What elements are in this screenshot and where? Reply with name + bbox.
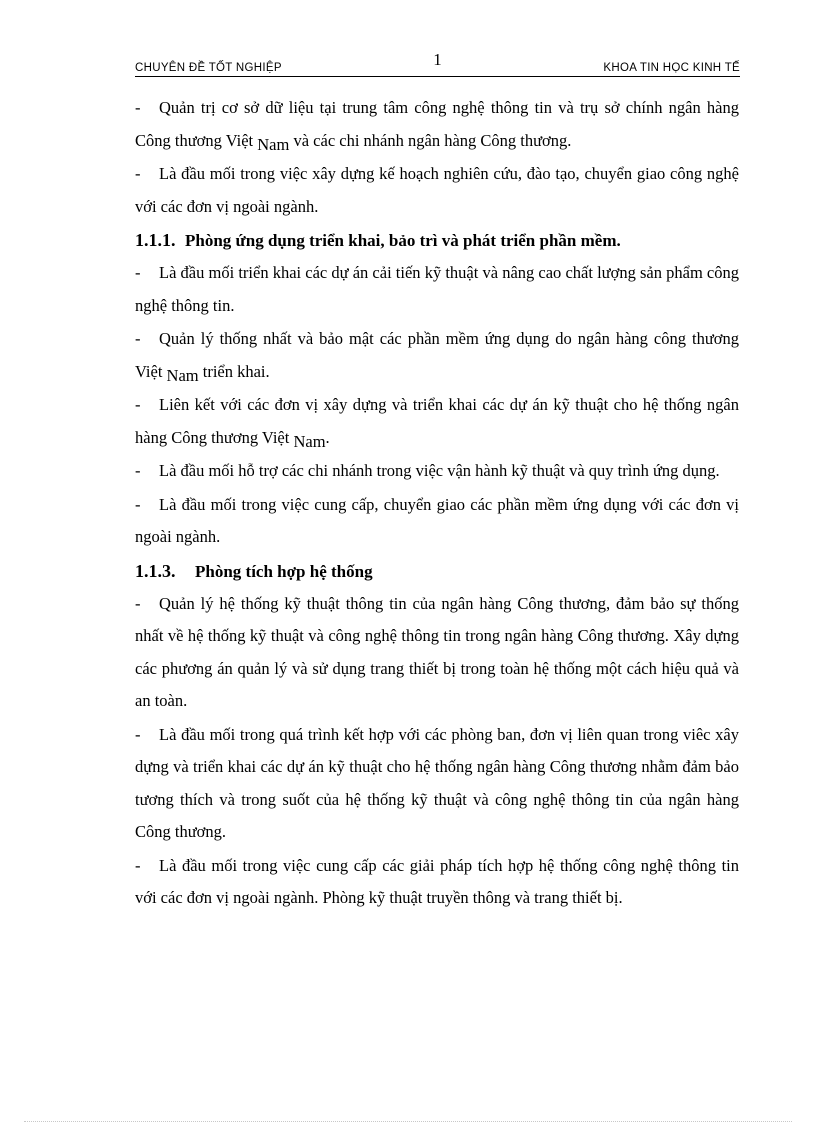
paragraph-6 [135,455,739,488]
paragraph-text: . [325,427,330,447]
paragraph-text: Quản trị cơ sở dữ liệu tại trung tâm công nghệ thông tin và trụ sở chính ngân hàng Công thương Việt [135,98,739,150]
paragraph-text: Là đầu mối hỗ trợ các chi nhánh trong việc vận hành kỹ thuật và quy trình ứng dụng. [159,461,720,480]
paragraph-10 [135,850,739,915]
paragraph-text-nam: Nam [257,134,290,154]
bullet-dash: - [135,98,141,117]
bullet-dash: - [135,164,141,183]
section-title: Phòng tích hợp hệ thống [195,561,373,581]
bullet-dash: - [135,461,141,480]
bullet-dash: - [135,494,141,514]
paragraph-text: và các chi nhánh ngân hàng Công thương. [289,130,572,150]
paragraph-text: triển khai. [198,361,270,381]
paragraph-5 [135,389,739,454]
paragraph-text-nam: Nam [293,431,326,451]
paragraph-text: Là đầu mối trong quá trình kết hợp với các phòng ban, đơn vị liên quan trong viêc xây dựng và triển khai các dự án kỹ thuật cho hệ thống ngân hàng Công thương nhằm đảm bảo tương thích và trong suốt của hệ thống kỹ thuật và công nghệ thông tin của ngân hàng Công thương. [135,724,739,841]
paragraph-text: Là đầu mối trong việc xây dựng kế hoạch nghiên cứu, đào tạo, chuyển giao công nghệ với các đơn vị ngoài ngành. [135,164,739,216]
bullet-dash: - [135,395,141,414]
paragraph-text-nam: Nam [166,365,199,385]
document-body [135,92,739,916]
paragraph-3 [135,257,739,322]
page-bottom-divider [24,1121,792,1122]
paragraph-text: Quản lý thống nhất và bảo mật các phần mềm ứng dụng do ngân hàng công thương Việt [135,329,739,381]
section-number: 1.1.3. [135,560,176,581]
paragraph-text: Liên kết với các đơn vị xây dựng và triển khai các dự án kỹ thuật cho hệ thống ngân hàng Công thương Việt [135,395,739,447]
section-heading-1-1-1 [135,224,739,257]
bullet-dash: - [135,593,141,613]
bullet-dash: - [135,263,141,282]
section-heading-1-1-3 [135,555,739,588]
paragraph-1 [135,92,739,157]
bullet-dash: - [135,329,141,348]
paragraph-2 [135,158,739,223]
paragraph-text: Là đầu mối trong việc cung cấp, chuyển giao các phần mềm ứng dụng với các đơn vị ngoài ngành. [135,494,739,546]
section-title: Phòng ứng dụng triển khai, bảo trì và phát triển phần mềm. [185,231,621,250]
paragraph-9 [135,719,739,849]
page-header [135,48,740,77]
paragraph-7 [135,489,739,554]
section-number: 1.1.1. [135,230,176,250]
header-left-title: CHUYÊN ĐỀ TỐT NGHIỆP [135,62,282,74]
bullet-dash: - [135,724,141,744]
paragraph-8 [135,588,739,718]
header-right-title: KHOA TIN HỌC KINH TẾ [603,62,740,74]
paragraph-text: Là đầu mối trong việc cung cấp các giải pháp tích hợp hệ thống công nghệ thông tin với các đơn vị ngoài ngành. Phòng kỹ thuật truyền thông và trang thiết bị. [135,855,739,907]
paragraph-text: Là đầu mối triển khai các dự án cải tiến kỹ thuật và nâng cao chất lượng sản phẩm công nghệ thông tin. [135,263,739,315]
page-number: 1 [433,50,442,69]
paragraph-text: Quản lý hệ thống kỹ thuật thông tin của ngân hàng Công thương, đảm bảo sự thống nhất về hệ thống kỹ thuật và công nghệ thông tin trong ngân hàng Công thương. Xây dựng các phương án quản lý và sử dụng trang thiết bị trong toàn hệ thống một cách hiệu quả và an toàn. [135,593,739,710]
paragraph-4 [135,323,739,388]
bullet-dash: - [135,855,141,875]
